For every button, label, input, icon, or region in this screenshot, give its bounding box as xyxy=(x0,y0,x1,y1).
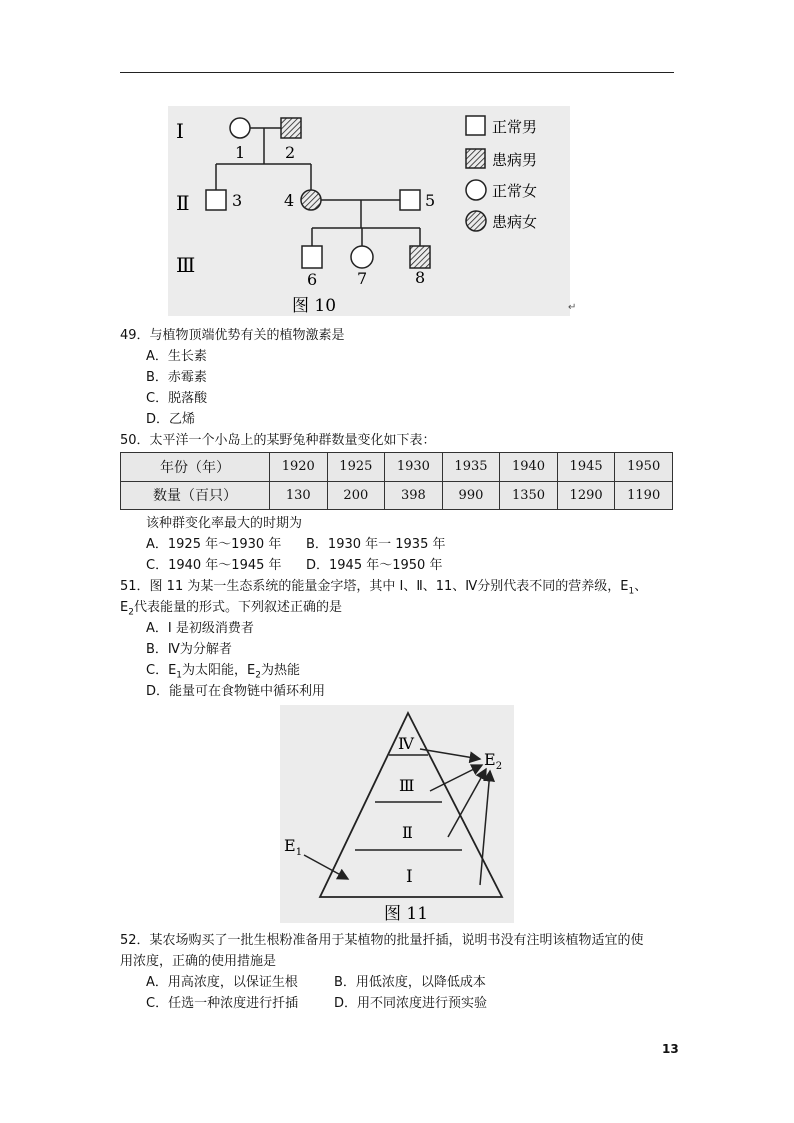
table-head-count: 数量（百只） xyxy=(121,481,270,510)
gen-label-II: Ⅱ xyxy=(176,191,190,215)
table-cell: 130 xyxy=(270,481,328,510)
q52-option-d: D．用不同浓度进行预实验 xyxy=(334,996,488,1011)
table-cell: 1930 xyxy=(385,453,443,482)
population-table xyxy=(120,452,673,510)
e1-arrow xyxy=(304,855,348,879)
level-II-label: Ⅱ xyxy=(402,823,413,842)
q49-stem: 49．与植物顶端优势有关的植物激素是 xyxy=(120,328,345,343)
q49-option-c: C．脱落酸 xyxy=(146,391,208,406)
legend-normal-male: 正常男 xyxy=(492,118,538,136)
q50-option-d: D．1945 年～1950 年 xyxy=(306,558,443,573)
individual-7-normal-female xyxy=(351,246,373,268)
q49-option-a: A．生长素 xyxy=(146,349,207,364)
individual-6-normal-male xyxy=(302,246,322,268)
q50-option-c: C．1940 年～1945 年 xyxy=(146,558,282,573)
individual-3-normal-male xyxy=(206,190,226,210)
q52-stem-line1: 52．某农场购买了一批生根粉准备用于某植物的批量扦插，说明书没有注明该植物适宜的使 xyxy=(120,933,644,948)
table-row-counts xyxy=(121,481,673,510)
page-number: 13 xyxy=(662,1042,679,1056)
q51-stem-line2: $E_2$代表能量的形式。下列叙述正确的是 xyxy=(120,600,342,618)
q50-option-b: B．1930 年一 1935 年 xyxy=(306,537,446,552)
e1-label: $E_1$ xyxy=(284,836,303,858)
q50-ask: 该种群变化率最大的时期为 xyxy=(146,516,303,531)
label-4: 4 xyxy=(284,191,295,210)
return-mark: ↵ xyxy=(568,302,577,313)
figure-11-caption: 图 11 xyxy=(384,904,429,923)
table-cell: 1940 xyxy=(500,453,558,482)
q51-option-a: A．I 是初级消费者 xyxy=(146,621,254,636)
label-2: 2 xyxy=(285,143,296,162)
legend-affected-female-symbol xyxy=(466,211,486,231)
header-rule xyxy=(120,72,674,73)
table-cell: 1945 xyxy=(557,453,615,482)
label-5: 5 xyxy=(425,191,436,210)
legend-affected-female: 患病女 xyxy=(492,213,538,231)
pyramid-svg xyxy=(280,705,514,923)
individual-4-affected-female xyxy=(301,190,321,210)
q51-option-b: B．Ⅳ为分解者 xyxy=(146,642,232,657)
legend-normal-male-symbol xyxy=(466,116,485,135)
q50-stem: 50．太平洋一个小岛上的某野兔种群数量变化如下表： xyxy=(120,433,436,448)
q52-option-c: C．任选一种浓度进行扦插 xyxy=(146,996,299,1011)
gen-label-I: Ⅰ xyxy=(176,119,184,143)
table-row-years xyxy=(121,453,673,482)
q52-option-a: A．用高浓度，以保证生根 xyxy=(146,975,298,990)
level-I-label: I xyxy=(406,867,413,887)
e2-arrow-from-III xyxy=(430,765,482,791)
individual-5-normal-male xyxy=(400,190,420,210)
e2-label: $E_2$ xyxy=(484,750,503,772)
individual-1-normal-female xyxy=(230,118,250,138)
label-3: 3 xyxy=(232,191,243,210)
label-1: 1 xyxy=(235,143,246,162)
level-III-label: Ⅲ xyxy=(399,776,415,795)
individual-2-affected-male xyxy=(281,118,301,138)
table-cell: 1290 xyxy=(557,481,615,510)
table-cell: 398 xyxy=(385,481,443,510)
legend-normal-female: 正常女 xyxy=(492,182,538,200)
q49-option-d: D．乙烯 xyxy=(146,412,196,427)
figure-10-caption: 图 10 xyxy=(292,296,337,316)
label-8: 8 xyxy=(415,268,426,287)
q51-stem-line1: 51．图 11 为某一生态系统的能量金字塔，其中 I、Ⅱ、11、Ⅳ分别代表不同的营养级，$E_1$、 xyxy=(120,579,648,597)
q52-stem-line2: 用浓度，正确的使用措施是 xyxy=(120,954,277,969)
table-head-year: 年份（年） xyxy=(121,453,270,482)
table-cell: 990 xyxy=(442,481,500,510)
legend-normal-female-symbol xyxy=(466,180,486,200)
table-cell: 1950 xyxy=(615,453,673,482)
gen-label-III: Ⅲ xyxy=(176,253,196,277)
table-cell: 1190 xyxy=(615,481,673,510)
q49-option-b: B．赤霉素 xyxy=(146,370,207,385)
q51-option-d: D．能量可在食物链中循环利用 xyxy=(146,684,326,699)
e2-arrow-from-I xyxy=(480,771,490,885)
table-cell: 1925 xyxy=(327,453,385,482)
legend-affected-male: 患病男 xyxy=(492,151,538,169)
table-cell: 1920 xyxy=(270,453,328,482)
table-cell: 1935 xyxy=(442,453,500,482)
label-6: 6 xyxy=(307,270,318,289)
individual-8-affected-male xyxy=(410,246,430,268)
figure-10-pedigree xyxy=(168,106,570,316)
table-cell: 1350 xyxy=(500,481,558,510)
q52-option-b: B．用低浓度，以降低成本 xyxy=(334,975,486,990)
q50-option-a: A．1925 年～1930 年 xyxy=(146,537,282,552)
label-7: 7 xyxy=(357,269,368,288)
q51-option-c: C．$E_1$为太阳能，$E_2$为热能 xyxy=(146,663,300,681)
table-cell: 200 xyxy=(327,481,385,510)
level-IV-label: Ⅳ xyxy=(398,734,414,753)
legend-affected-male-symbol xyxy=(466,149,485,168)
figure-11-energy-pyramid xyxy=(280,705,514,923)
pedigree-svg xyxy=(168,106,570,316)
